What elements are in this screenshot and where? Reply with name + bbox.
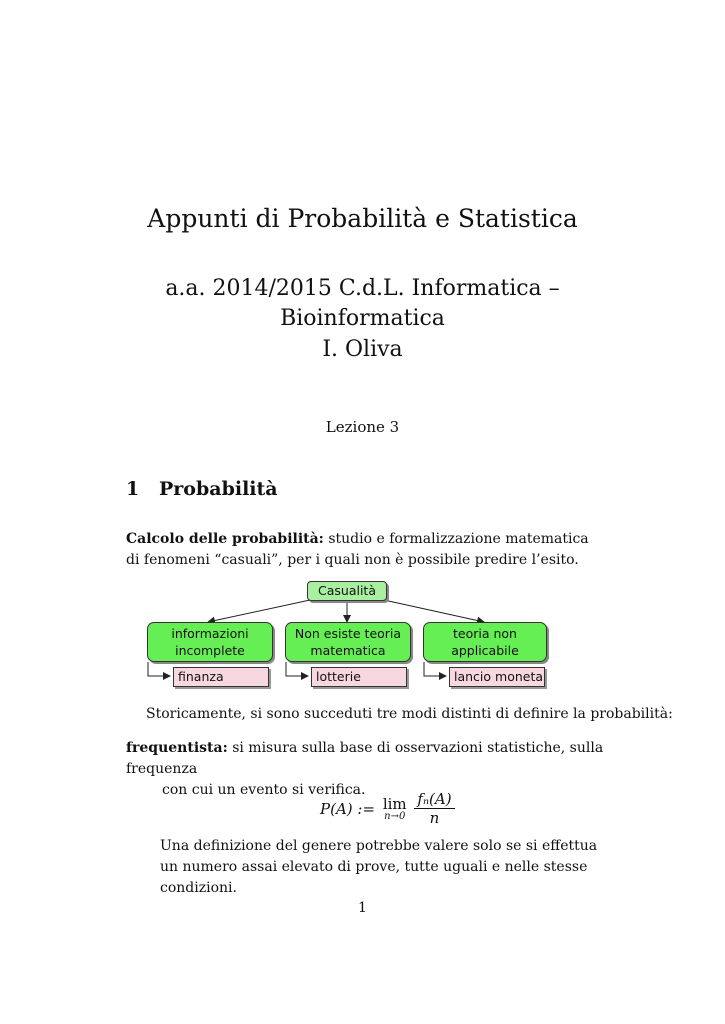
branch-node-teoria-non-applicabile [423,622,547,662]
section-heading [126,478,278,500]
page-number: 1 [358,900,367,916]
branch-2-line-1: Non esiste teoria [294,626,402,641]
section-number: 1 [126,478,140,500]
document-title: Appunti di Probabilità e Statistica [147,204,578,233]
branch-node-teoria-matematica [285,622,411,662]
root-node-casualita: Casualità [307,581,387,601]
subtitle-line-1: a.a. 2014/2015 C.d.L. Informatica – [165,276,560,301]
remark-paragraph: Una definizione del genere potrebbe valere solo se si effettua un numero assai elevato di prove, tutte uguali e nelle stesse condizioni. [160,838,598,896]
definition-paragraph [126,529,604,571]
formula-lim: lim [382,794,407,813]
branch-2-line-2: matematica [310,643,386,658]
branch-3-line-2: applicabile [451,643,519,658]
formula-numerator: fₙ(A) [414,790,454,809]
definition-text: studio e formalizzazione matematica di fenomeni “casuali”, per i quali non è possibile predire l’esito. [126,531,589,568]
branch-3-line-1: teoria non [453,626,517,641]
branch-1-line-1: informazioni [171,626,249,641]
branch-1-line-2: incomplete [175,643,245,658]
formula-denominator: n [429,809,440,827]
branch-node-informazioni [147,622,273,662]
frequentist-text-1: si misura sulla base di osservazioni statistiche, sulla frequenza [126,740,604,777]
subtitle-line-3: I. Oliva [322,337,403,362]
probability-diagram [140,576,560,696]
frequentist-formula [320,790,455,827]
example-lancio-moneta: lancio moneta [449,667,545,687]
lecture-label: Lezione 3 [325,418,400,436]
example-finanza: finanza [173,667,269,687]
frequentist-term: frequentista: [126,740,228,756]
formula-lim-sub: n→0 [384,810,406,822]
frequentist-text-2: con cui un evento si verifica. [162,782,366,798]
historical-paragraph: Storicamente, si sono succeduti tre modi distinti di definire la probabilità: [146,706,673,722]
formula-lhs: P(A) := [320,799,376,818]
example-lotterie: lotterie [311,667,407,687]
definition-term: Calcolo delle probabilità: [126,531,324,547]
section-title: Probabilità [159,478,278,500]
subtitle-line-2: Bioinformatica [280,306,445,331]
